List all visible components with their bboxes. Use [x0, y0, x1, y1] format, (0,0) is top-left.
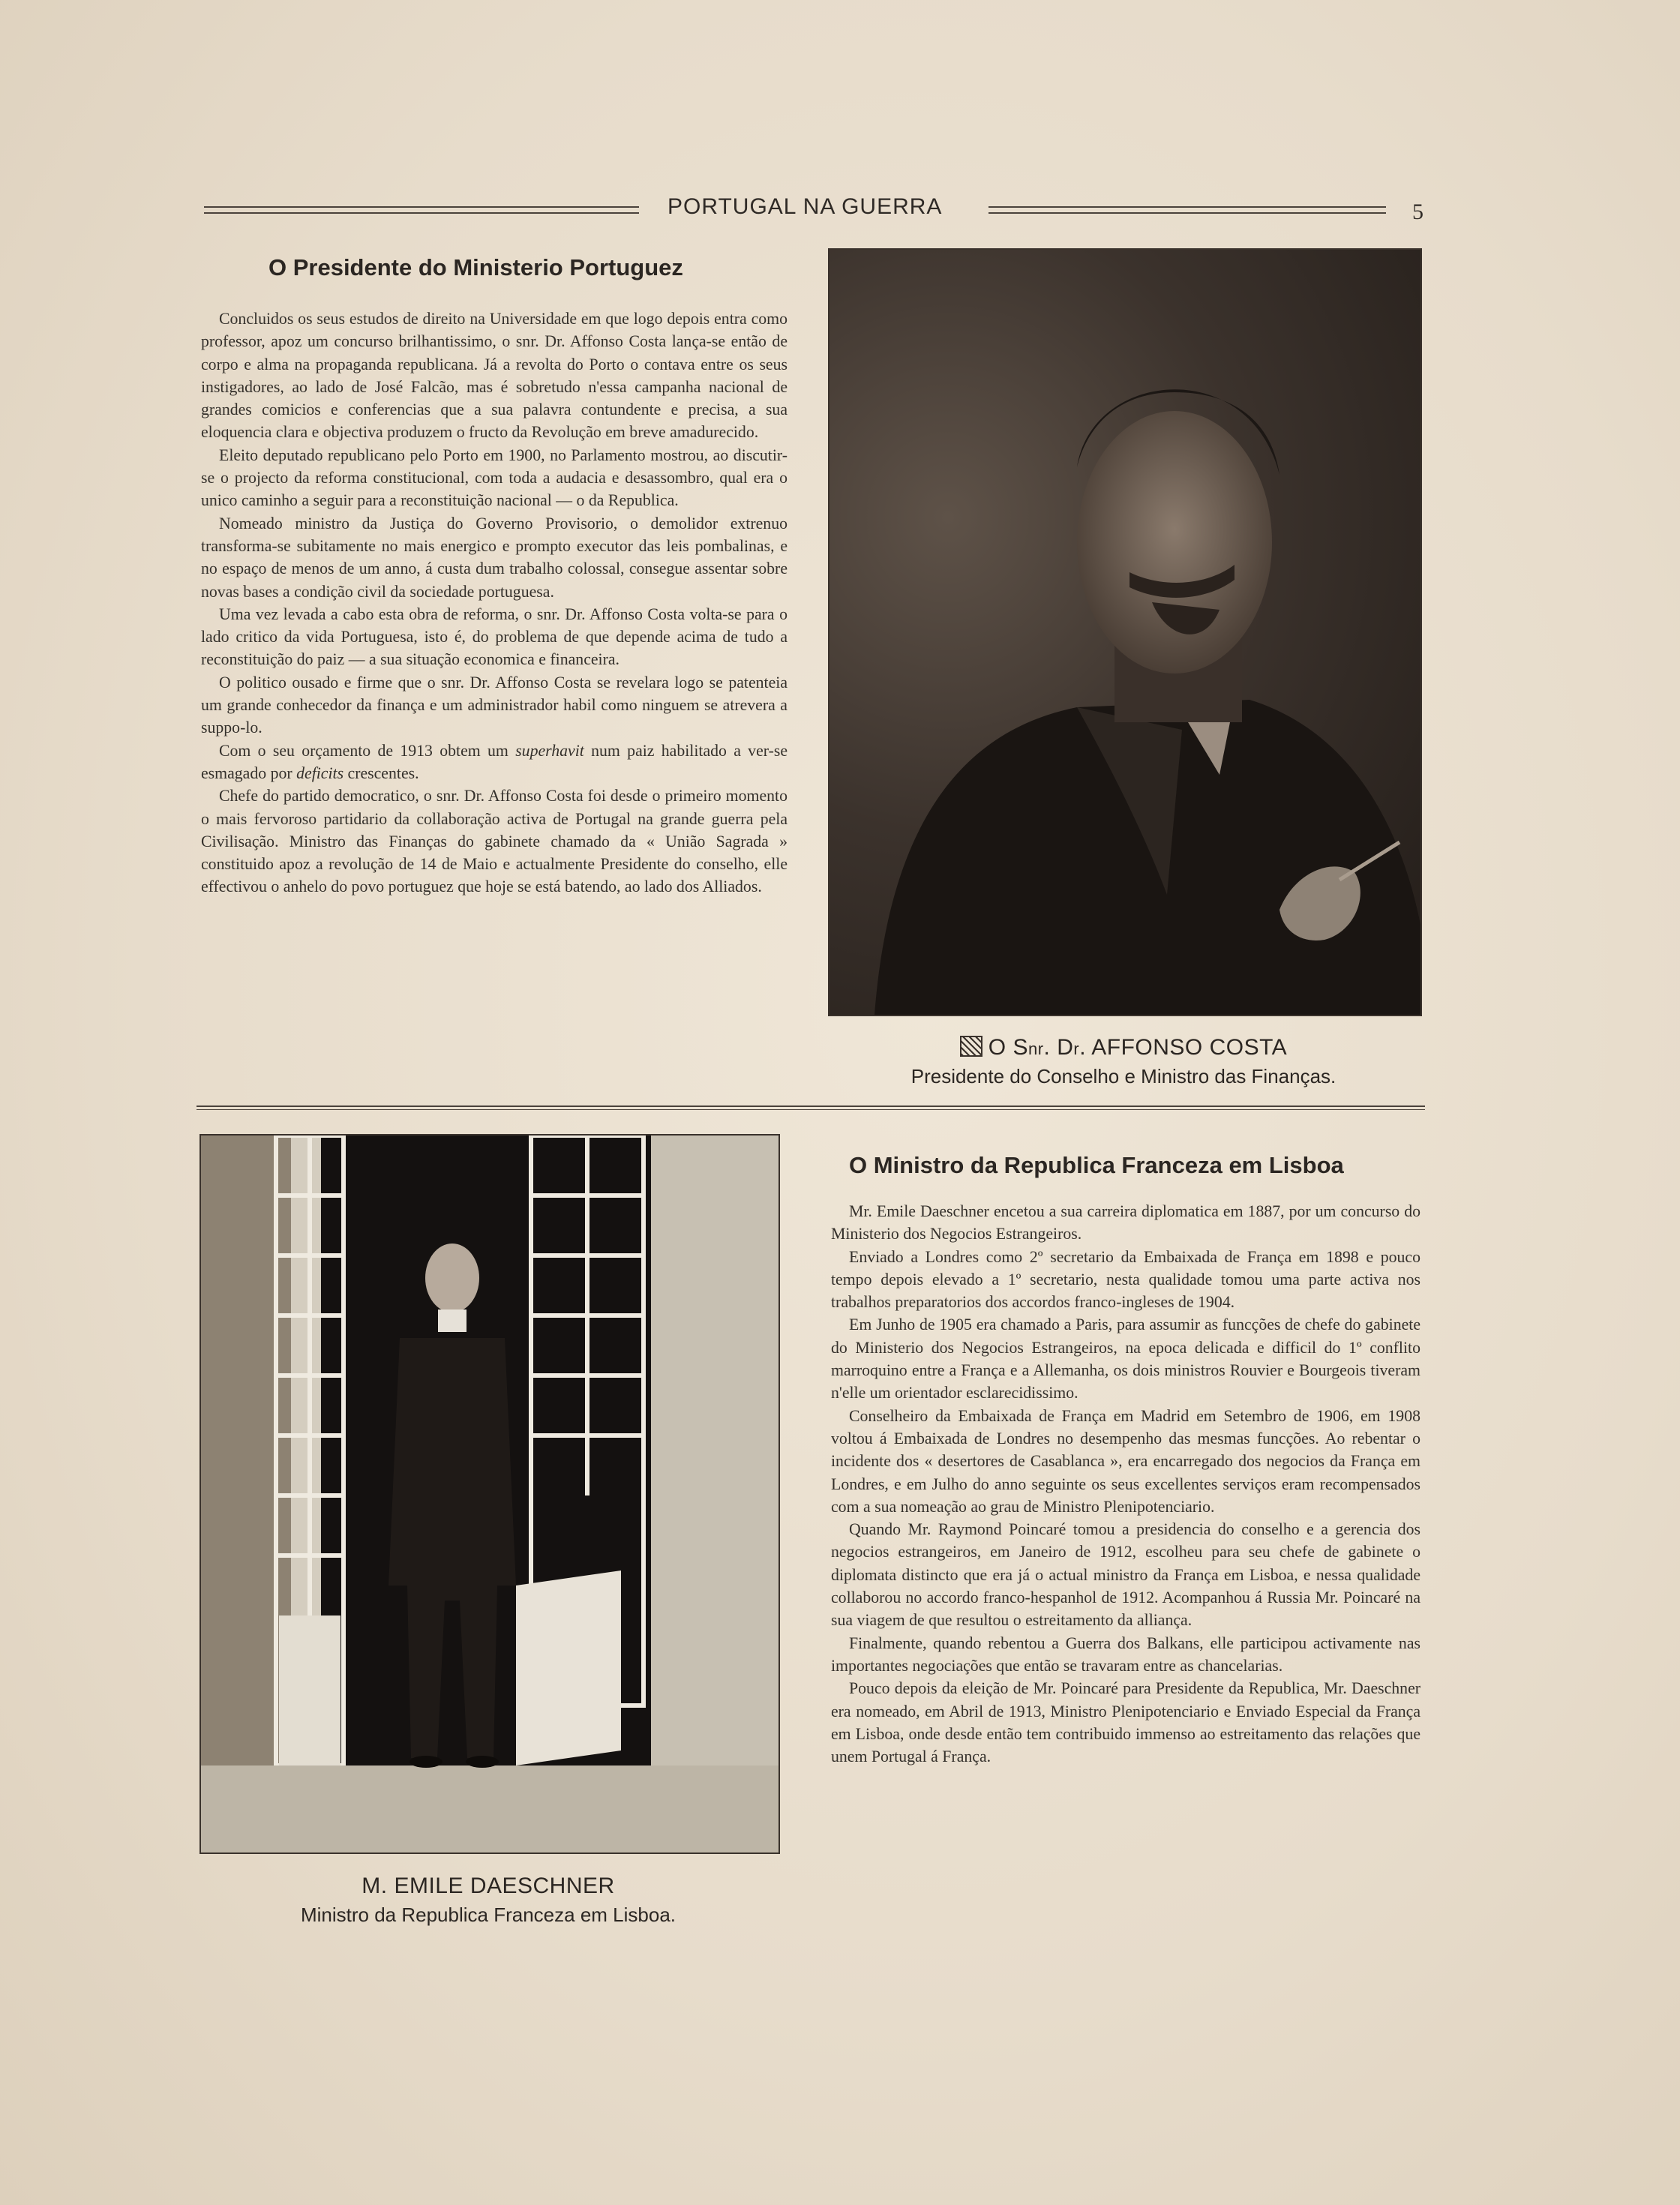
article2-paragraph: Quando Mr. Raymond Poincaré tomou a presidencia do conselho e a gerencia dos negocios estrangeiros, em Janeiro de 1912, escolheu para seu chefe de gabinete o diplomata distincto que era já o actual ministro da França em Lisboa, e nessa qualidade collaborou no accordo franco-hespanhol de 1912. Acompanhou á Russia Mr. Poincaré na sua viagem de que resultou o estreitamento da alliança.	[831, 1520, 1420, 1630]
article2-paragraph: Enviado a Londres como 2º secretario da Embaixada de França em 1898 e pouco tempo depois elevado a 1º secretario, nesta qualidade tomou uma parte activa nos trabalhos preparatorios dos accordos franco-ingleses de 1904.	[831, 1247, 1420, 1312]
article1-body	[201, 308, 788, 898]
doorway-scene	[201, 1136, 778, 1852]
daeschner-caption	[200, 1874, 777, 1927]
article1-paragraph: Uma vez levada a cabo esta obra de reforma, o snr. Dr. Affonso Costa volta-se para o lado critico da vida Portuguesa, isto é, do problema de que depende acima de tudo a reconstituição do paiz — a sua situação economica e financeira.	[201, 604, 788, 669]
article1-headline: O Presidente do Ministerio Portuguez	[268, 254, 683, 280]
running-title: PORTUGAL NA GUERRA	[668, 194, 943, 219]
page-number: 5	[1412, 200, 1424, 224]
article2-paragraph: Pouco depois da eleição de Mr. Poincaré para Presidente da Republica, Mr. Daeschner era nomeado, em Abril de 1913, Ministro Plenipotenciario e Enviado Especial da França em Lisboa, onde desde então tem contribuido immenso ao estreitamento das relações que unem Portugal á França.	[831, 1679, 1420, 1766]
daeschner-caption-role: Ministro da Republica Franceza em Lisboa.	[300, 1904, 676, 1926]
article1-paragraph: Nomeado ministro da Justiça do Governo Provisorio, o demolidor extrenuo transforma-se subitamente no mais energico e prompto executor das leis pombalinas, e no espaço de menos de um anno, á custa dum trabalho colossal, consegue assentar sobre novas bases a condição civil da sociedade portuguesa.	[201, 514, 788, 601]
portrait-caption-name: AFFONSO COSTA	[1091, 1035, 1288, 1060]
article2-paragraph: Em Junho de 1905 era chamado a Paris, para assumir as funcções de chefe do gabinete do Ministerio dos Negocios Estrangeiros, na epoca delicada e difficil do 1º conflito marroquino entre a França e a Allemanha, os dois ministros Rouvier e Bourgeois tiveram n'elle um orientador esclarecidissimo.	[831, 1316, 1420, 1402]
portrait-photo-affonso-costa	[828, 248, 1422, 1016]
article1-paragraph: Concluidos os seus estudos de direito na Universidade em que logo depois entra como professor, apoz um concurso brilhantissimo, o snr. Dr. Affonso Costa lança-se então de corpo e alma na propaganda republicana. Já a revolta do Porto o contava entre os seus instigadores, ao lado de José Falcão, mas é sobretudo n'essa campanha nacional de grandes comicios e conferencias que a sua palavra contundente e precisa, a sua eloquencia clara e objectiva produzem o fructo da Revolução em breve amadurecido.	[201, 310, 788, 442]
caption-ornament-icon	[960, 1036, 982, 1057]
article2-headline: O Ministro da Republica Franceza em Lisboa	[849, 1152, 1344, 1178]
section-divider	[196, 1106, 1425, 1110]
article2-paragraph: Conselheiro da Embaixada de França em Madrid em Setembro de 1906, em 1908 voltou á Embaixada de Londres no desempenho das mesmas funcções. Ao rebentar o incidente dos « desertores de Casablanca », era encarregado dos negocios da França em Londres, e em Julho do anno seguinte os seus excellentes serviços eram recompensados com a sua nomeação ao grau de Ministro Plenipotenciario.	[831, 1406, 1420, 1516]
portrait-caption-role: Presidente do Conselho e Ministro das Finanças.	[910, 1065, 1336, 1088]
article1-paragraph: Com o seu orçamento de 1913 obtem um superhavit num paiz habilitado a ver-se esmagado por deficits crescentes.	[201, 741, 788, 782]
header-rule-right	[988, 206, 1386, 214]
article1-paragraph: Chefe do partido democratico, o snr. Dr. Affonso Costa foi desde o primeiro momento o mais fervoroso partidario da collaboração activa de Portugal na grande guerra pela Civilisação. Ministro das Finanças do gabinete chamado da « União Sagrada » constituido apoz a revolução de 14 de Maio e actualmente Presidente do conselho, elle effectivou o anhelo do povo portuguez que hoje se está batendo, ao lado dos Alliados.	[201, 787, 788, 896]
photo-emile-daeschner	[200, 1134, 780, 1854]
header-rule-left	[204, 206, 639, 214]
portrait-figure	[830, 250, 1420, 1015]
article1-paragraph: O politico ousado e firme que o snr. Dr. Affonso Costa se revelara logo se patenteia um grande conhecedor da finança e um administrador habil como ninguem se atrevera a suppo-lo.	[201, 673, 788, 737]
portrait-caption	[828, 1035, 1419, 1088]
article2-paragraph: Mr. Emile Daeschner encetou a sua carreira diplomatica em 1887, por um concurso do Ministerio dos Negocios Estrangeiros.	[831, 1202, 1420, 1244]
portrait-caption-name-line: O Snr. Dr. AFFONSO COSTA	[828, 1035, 1419, 1060]
article2-body	[831, 1200, 1420, 1768]
article1-paragraph: Eleito deputado republicano pelo Porto em 1900, no Parlamento mostrou, ao discutir-se o projecto da reforma constitucional, com toda a audacia e desassombro, qual era o unico caminho a seguir para a reconstituição nacional — o da Republica.	[201, 446, 788, 510]
article2-paragraph: Finalmente, quando rebentou a Guerra dos Balkans, elle participou activamente nas importantes negociações que então se travaram entre as chancelarias.	[831, 1634, 1420, 1675]
daeschner-caption-name: M. EMILE DAESCHNER	[362, 1874, 615, 1898]
